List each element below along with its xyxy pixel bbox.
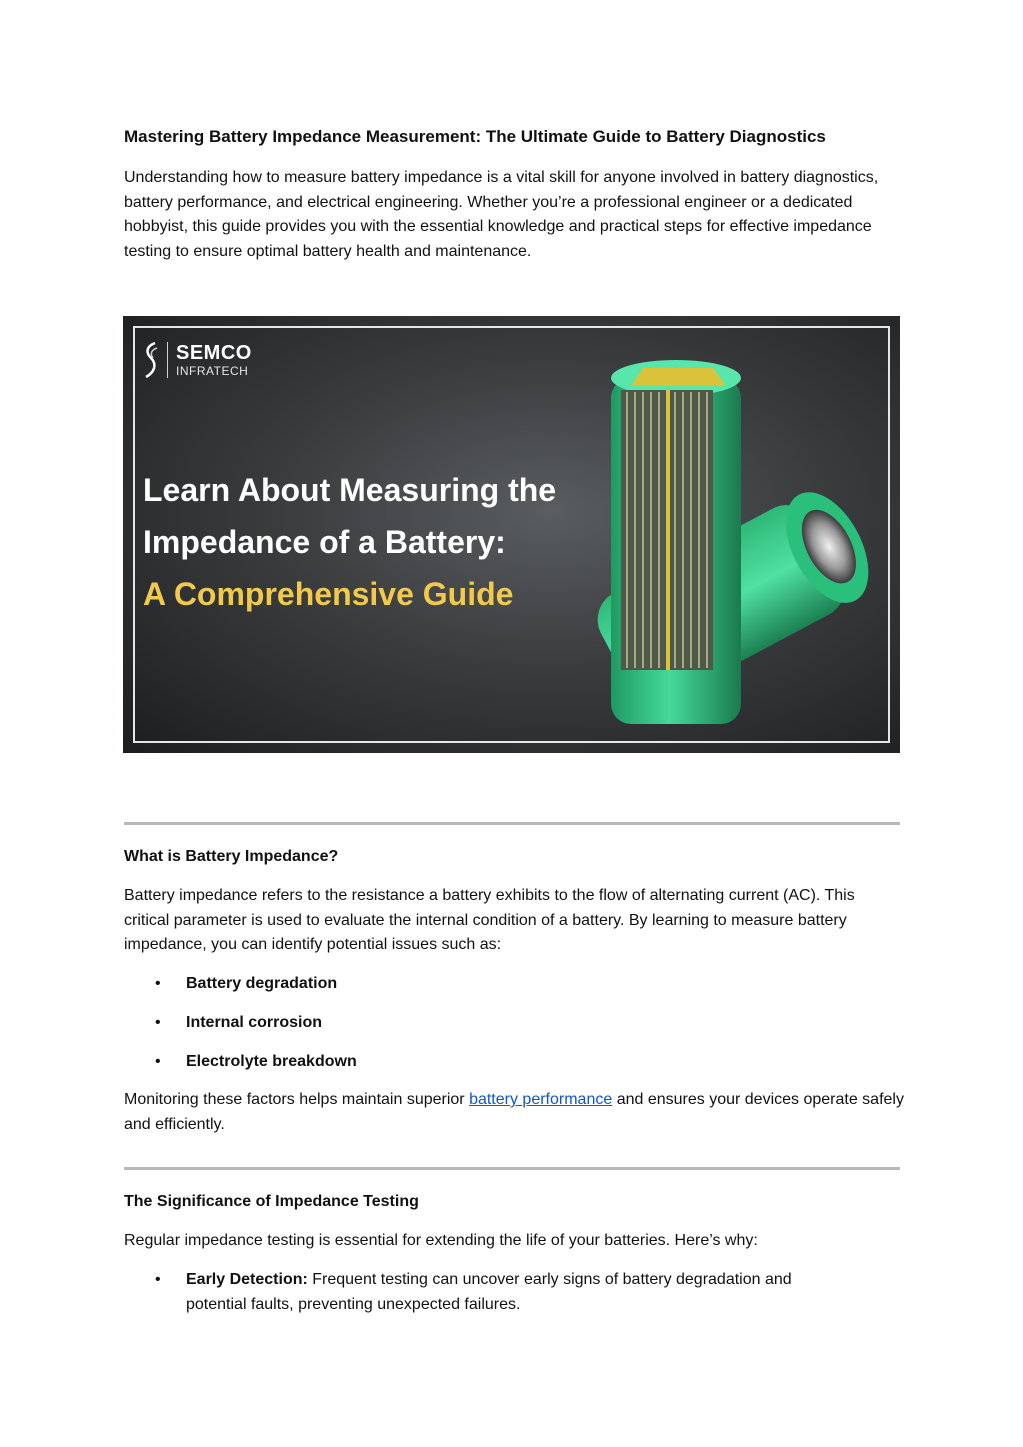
logo-brand-text: SEMCO <box>176 342 252 364</box>
section-divider <box>124 822 900 825</box>
bullet-icon: • <box>155 1053 161 1070</box>
section2-paragraph: Regular impedance testing is essential for extending the life of your batteries. Here’s why: <box>124 1232 758 1249</box>
logo-subtitle-text: INFRATECH <box>176 364 249 378</box>
list-item-text: Internal corrosion <box>186 1014 323 1031</box>
section-divider <box>124 1167 900 1170</box>
intro-paragraph: Understanding how to measure battery impedance is a vital skill for anyone involved in battery diagnostics, battery performance, and electrical engineering. Whether you’re a professional engineer or a dedicated hobbyist, this guide provides you with the essential knowledge and practical steps for effective impedance testing to ensure optimal battery health and maintenance. <box>124 169 879 260</box>
section-heading-impedance: What is Battery Impedance? <box>124 848 339 865</box>
section1-paragraph: Battery impedance refers to the resistance a battery exhibits to the flow of alternating current (AC). This critical parameter is used to evaluate the internal condition of a battery. By learning to measure battery impedance, you can identify potential issues such as: <box>124 887 855 953</box>
section-heading-significance: The Significance of Impedance Testing <box>124 1193 419 1210</box>
list-item-body: Frequent testing can uncover early signs of battery degradation and potential faults, preventing unexpected failures. <box>186 1271 792 1313</box>
list-item-label: Early Detection: <box>186 1271 308 1288</box>
banner-headline-line-3: A Comprehensive Guide <box>143 576 514 612</box>
bullet-icon: • <box>155 1014 161 1031</box>
section1-closing-paragraph <box>124 1088 904 1137</box>
battery-performance-link[interactable]: battery performance <box>469 1091 613 1108</box>
bullet-icon: • <box>155 1271 161 1288</box>
logo-divider <box>167 342 168 378</box>
closing-text-before: Monitoring these factors helps maintain superior <box>124 1091 470 1108</box>
hero-banner-image <box>123 316 900 753</box>
semco-logo <box>143 338 252 382</box>
semco-s-logo-icon <box>143 340 159 380</box>
banner-headline-line-1: Learn About Measuring the <box>143 472 557 508</box>
list-item-text: Electrolyte breakdown <box>186 1053 357 1070</box>
bullet-icon: • <box>155 975 161 992</box>
list-item-text: Battery degradation <box>186 975 338 992</box>
list-item-text <box>186 1268 846 1317</box>
banner-headline-line-2: Impedance of a Battery: <box>143 524 506 560</box>
page-title: Mastering Battery Impedance Measurement: The Ultimate Guide to Battery Diagnostics <box>124 127 826 146</box>
closing-text-after: and ensures your devices operate safely and efficiently. <box>124 1091 904 1133</box>
